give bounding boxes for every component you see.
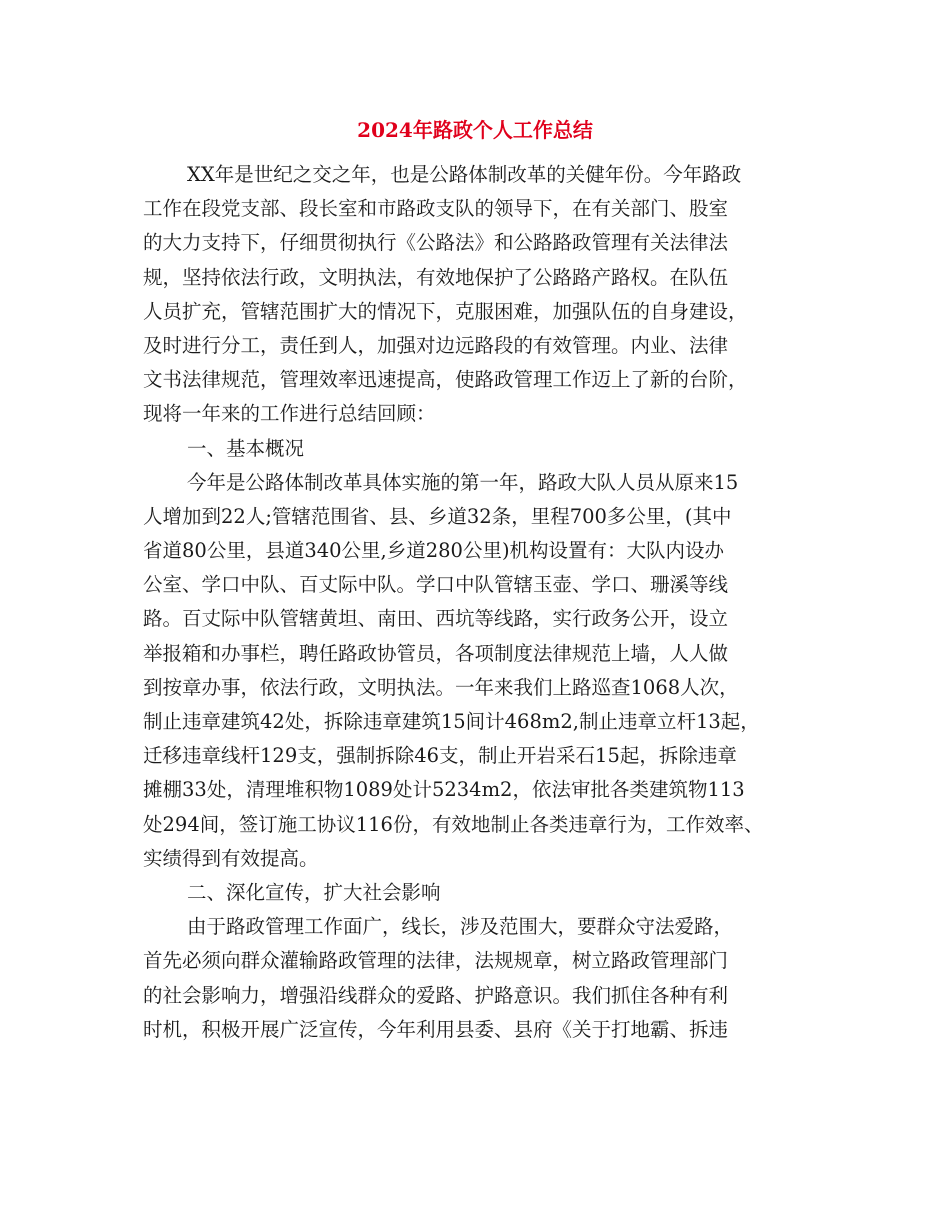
text-line: 时机，积极开展广泛宣传，今年利用县委、县府《关于打地霸、拆违 <box>143 1017 729 1041</box>
text-line: 现将一年来的工作进行总结回顾： <box>143 402 436 426</box>
text-line: 工作在段党支部、段长室和市路政支队的领导下，在有关部门、股室 <box>143 197 729 221</box>
text-line: 省道80公里，县道340公里,乡道280公里)机构设置有：大队内设办 <box>143 539 725 563</box>
text-line: 路。百丈际中队管辖黄坦、南田、西坑等线路，实行政务公开，设立 <box>143 607 729 631</box>
text-line: XX年是世纪之交之年，也是公路体制改革的关健年份。今年路政 <box>187 163 742 186</box>
document-body <box>143 158 823 1047</box>
text-line: 举报箱和办事栏，聘任路政协管员，各项制度法律规范上墙，人人做 <box>143 641 729 665</box>
text-line: 摊棚33处，清理堆积物1089处计5234m2，依法审批各类建筑物113 <box>143 778 745 802</box>
text-line: 到按章办事，依法行政，文明执法。一年来我们上路巡查1068人次， <box>143 675 739 699</box>
text-line: 迁移违章线杆129支，强制拆除46支，制止开岩采石15起，拆除违章 <box>143 744 737 768</box>
document-title: 2024年路政个人工作总结 <box>357 118 593 142</box>
text-line: 一、基本概况 <box>187 436 305 460</box>
text-line: 制止违章建筑42处，拆除违章建筑15间计468m2,制止违章立杆13起， <box>143 710 760 733</box>
text-line: 由于路政管理工作面广，线长，涉及范围大，要群众守法爱路， <box>187 915 734 939</box>
text-line: 人员扩充，管辖范围扩大的情况下，克服困难，加强队伍的自身建设， <box>143 299 748 323</box>
text-line: 实绩得到有效提高。 <box>143 846 319 870</box>
text-line: 处294间，签订施工协议116份，有效地制止各类违章行为，工作效率、 <box>143 812 764 836</box>
text-line: 公室、学口中队、百丈际中队。学口中队管辖玉壶、学口、珊溪等线 <box>143 573 729 597</box>
text-line: 首先必须向群众灌输路政管理的法律，法规规章，树立路政管理部门 <box>143 949 729 973</box>
text-line: 文书法律规范，管理效率迅速提高，使路政管理工作迈上了新的台阶， <box>143 368 748 392</box>
text-line: 今年是公路体制改革具体实施的第一年，路政大队人员从原来15 <box>187 470 739 494</box>
text-line: 二、深化宣传，扩大社会影响 <box>187 880 441 904</box>
text-line: 的大力支持下，仔细贯彻执行《公路法》和公路路政管理有关法律法 <box>143 231 729 255</box>
text-line: 及时进行分工，责任到人，加强对边远路段的有效管理。内业、法律 <box>143 333 729 357</box>
text-line: 的社会影响力，增强沿线群众的爱路、护路意识。我们抓住各种有利 <box>143 983 729 1007</box>
text-line: 人增加到22人;管辖范围省、县、乡道32条，里程700多公里，(其中 <box>143 504 732 528</box>
text-line: 规，坚持依法行政，文明执法，有效地保护了公路路产路权。在队伍 <box>143 265 729 289</box>
